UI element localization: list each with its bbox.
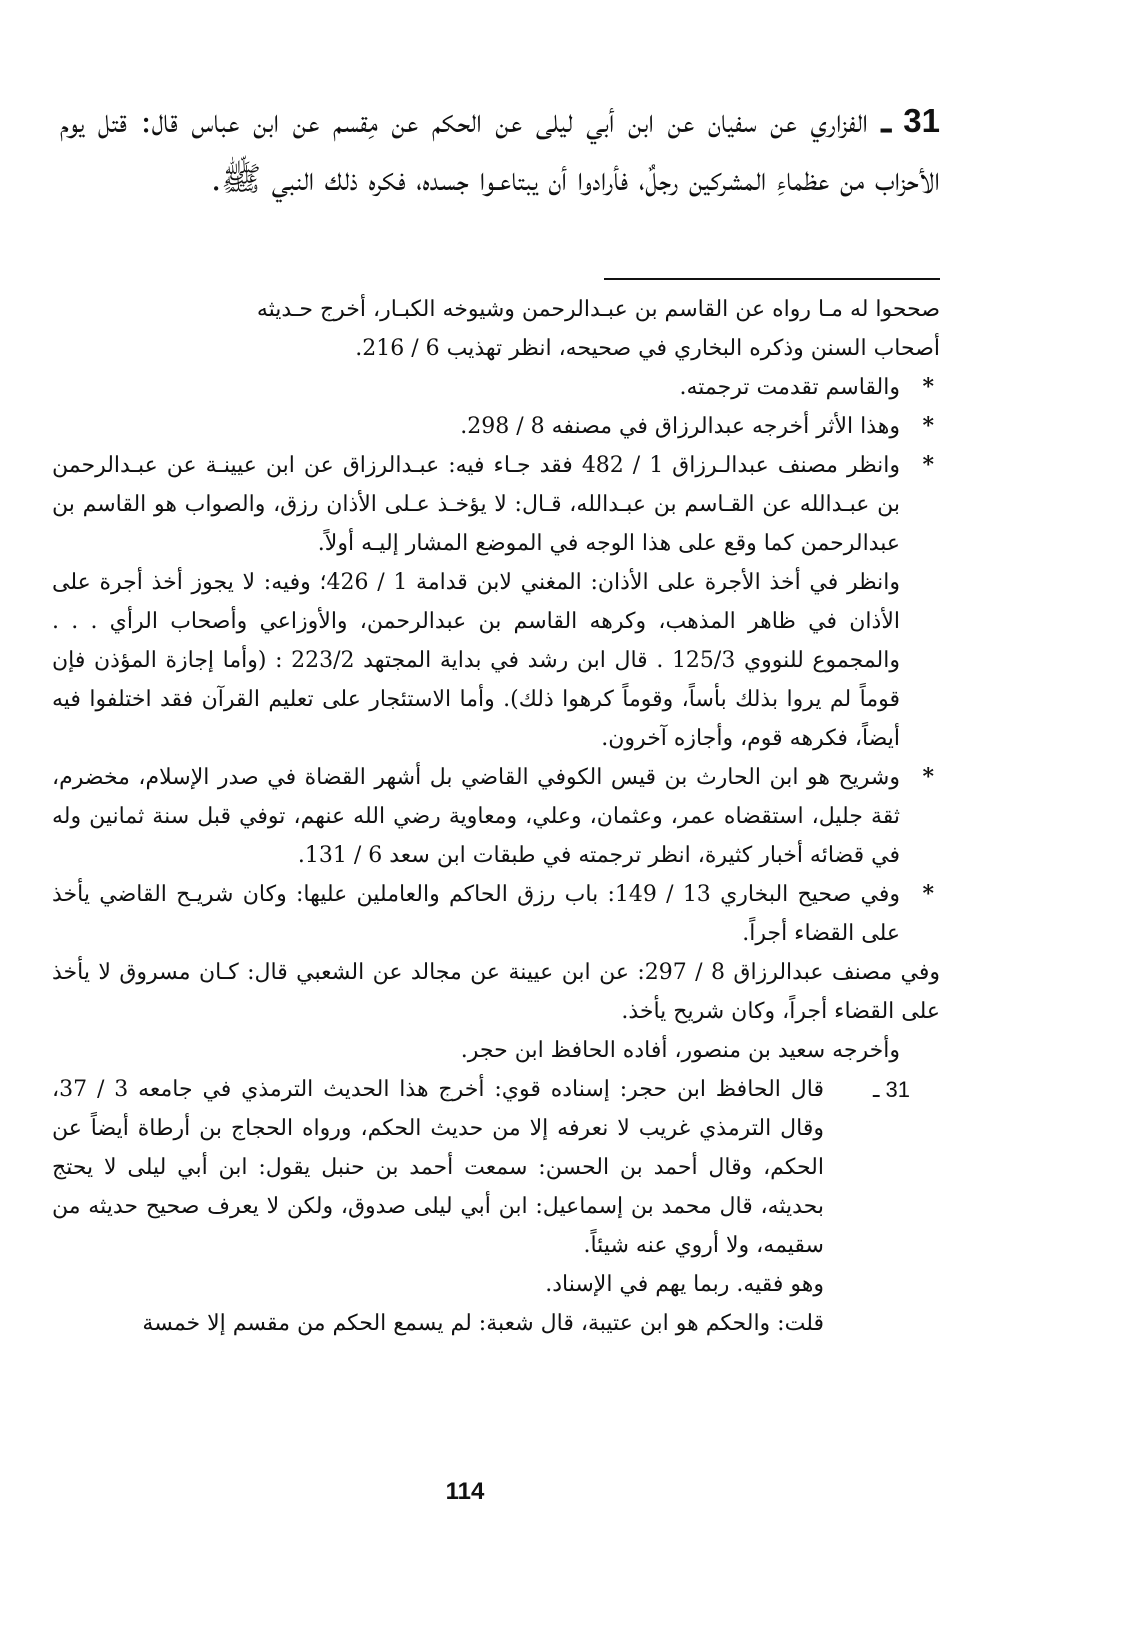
footnote-paragraph	[52, 446, 940, 563]
entry-number: 31 ـ	[881, 102, 940, 139]
footnote-paragraph	[52, 368, 940, 407]
main-text	[60, 92, 940, 208]
footnote-text: والقاسم تقدمت ترجمته.	[679, 375, 900, 400]
footnote-text: قلت: والحكم هو ابن عتيبة، قال شعبة: لم يسمع الحكم من مقسم إلا خمسة	[142, 1311, 824, 1336]
footnote-text: أصحاب السنن وذكره البخاري في صحيحه، انظر تهذيب 6 / 216.	[355, 336, 940, 361]
footnote-text: وشريح هو ابن الحارث بن قيس الكوفي القاضي بل أشهر القضاة في صدر الإسلام، مخضرم، ثقة جليل، استقضاه عمر، وعثمان، وعلي، ومعاوية رضي الله عنهم، توفي قبل سنة ثمانين وله في قضائه أخبار كثيرة، انظر ترجمته في طبقات ابن سعد 6 / 131.	[52, 765, 900, 868]
footnote-text: وانظر في أخذ الأجرة على الأذان: المغني لابن قدامة 1 / 426؛ وفيه: لا يجوز أخذ أجرة على الأذان في ظاهر المذهب، وكرهه القاسم بن عبدالرحمن، والأوزاعي وأصحاب الرأي . . . والمجموع للنووي 125/3 . قال ابن رشد في بداية المجتهد 223/2 : (وأما إجازة المؤذن فإن قوماً لم يروا بذلك بأساً، وقوماً كرهوا ذلك). وأما الاستئجار على تعليم القرآن فقد اختلفوا فيه أيضاً، فكرهه قوم، وأجازه آخرون.	[52, 570, 901, 751]
footnote-paragraph	[52, 875, 940, 953]
footnote-paragraph	[52, 953, 940, 1031]
footnote-text: صححوا له مـا رواه عن القاسم بن عبـدالرحمن وشيوخه الكبـار، أخرج حـديثه	[256, 297, 940, 322]
asterisk-marker: *	[922, 881, 934, 907]
footnote-text: وهذا الأثر أخرجه عبدالرزاق في مصنفه 8 / 298.	[460, 414, 900, 439]
footnote-number: 31 ـ	[872, 1077, 910, 1102]
asterisk-marker: *	[922, 452, 934, 478]
footnote-text: وهو فقيه. ربما يهم في الإسناد.	[545, 1272, 824, 1297]
footnote-text: وانظر مصنف عبدالـرزاق 1 / 482 فقد جـاء فيه: عبـدالرزاق عن ابن عيينـة عن عبـدالرحمن بن عبـدالله عن القـاسم بن عبـدالله، قـال: لا يؤخـذ عـلى الأذان رزق، والصواب هو القاسم بن عبدالرحمن كما وقع على هذا الوجه في الموضع المشار إليـه أولاً.	[52, 453, 900, 556]
asterisk-marker: *	[922, 374, 934, 400]
footnote-text: وفي صحيح البخاري 13 / 149: باب رزق الحاكم والعاملين عليها: وكان شريـح القاضي يأخذ على القضاء أجراً.	[52, 882, 900, 946]
main-text-body: الفزاري عن سفيان عن ابن أبي ليلى عن الحكم عن مِقسم عن ابن عباس قال: قتل يوم الأحزاب من عظماءِ المشركين رجلٌ، فأرادوا أن يبتاعـوا جسده، فكره ذلك النبي ﷺ.	[60, 101, 940, 198]
footnote-paragraph	[52, 563, 940, 758]
asterisk-marker: *	[922, 764, 934, 790]
footnote-paragraph	[52, 1070, 940, 1265]
page-number: 114	[445, 1478, 485, 1505]
footnote-paragraph	[52, 407, 940, 446]
footnotes	[52, 290, 940, 1343]
footnote-separator	[604, 278, 940, 280]
footnote-text: وأخرجه سعيد بن منصور، أفاده الحافظ ابن حجر.	[460, 1038, 900, 1063]
footnote-paragraph	[52, 1031, 940, 1070]
footnote-text: وفي مصنف عبدالرزاق 8 / 297: عن ابن عيينة عن مجالد عن الشعبي قال: كـان مسروق لا يأخذ على القضاء أجراً، وكان شريح يأخذ.	[52, 960, 941, 1024]
footnote-paragraph	[52, 290, 940, 329]
footnote-paragraph	[52, 1304, 940, 1343]
footnote-text: قال الحافظ ابن حجر: إسناده قوي: أخرج هذا الحديث الترمذي في جامعه 3 / 37، وقال الترمذي غريب لا نعرفه إلا من حديث الحكم، ورواه الحجاج بن أرطاة أيضاً عن الحكم، وقال أحمد بن الحسن: سمعت أحمد بن حنبل يقول: ابن أبي ليلى لا يحتج بحديثه، قال محمد بن إسماعيل: ابن أبي ليلى صدوق، ولكن لا يعرف صحيح حديثه من سقيمه، ولا أروي عنه شيئاً.	[52, 1077, 824, 1258]
footnote-paragraph	[52, 758, 940, 875]
footnote-paragraph	[52, 329, 940, 368]
asterisk-marker: *	[922, 413, 934, 439]
footnote-paragraph	[52, 1265, 940, 1304]
